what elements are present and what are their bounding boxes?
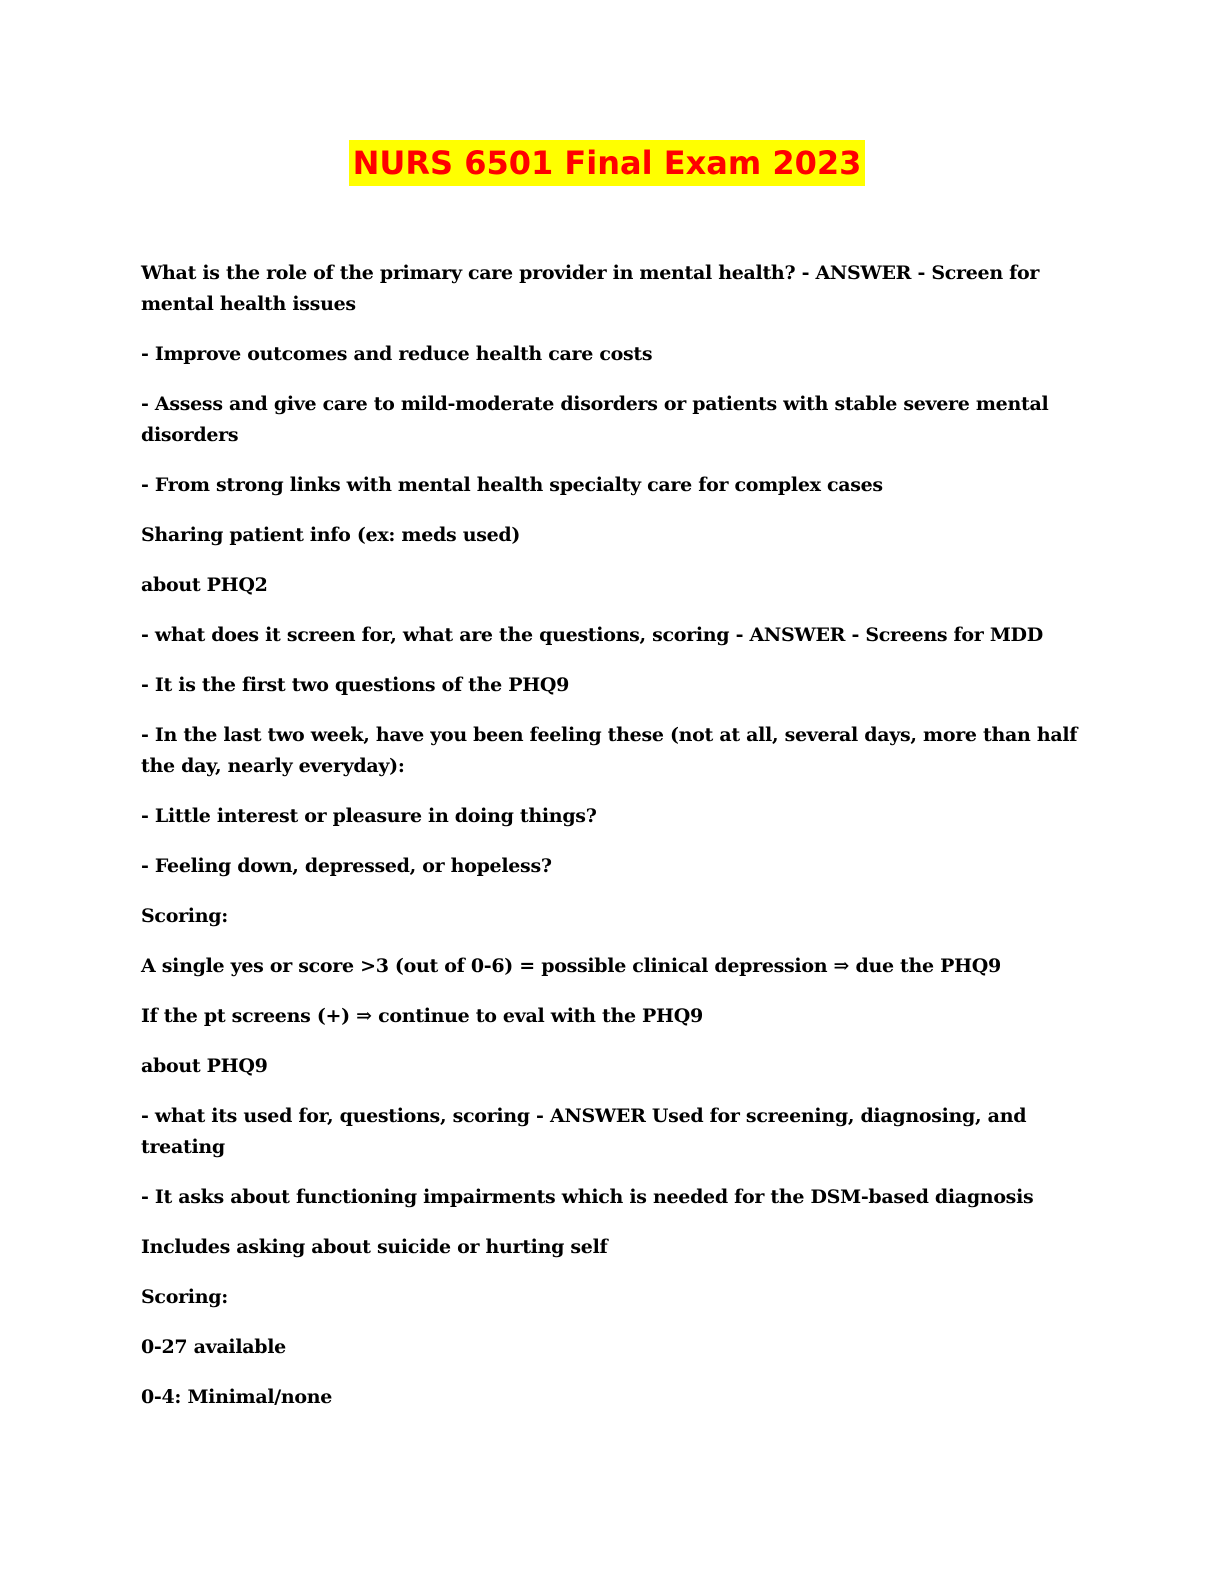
paragraph: Scoring:	[141, 905, 228, 927]
paragraph: - It asks about functioning impairments which is needed for the DSM-based diagnosis	[141, 1186, 1034, 1208]
paragraph: - Assess and give care to mild-moderate disorders or patients with stable severe mental disorders	[141, 393, 1049, 446]
title-container	[0, 140, 1224, 186]
paragraph: - what does it screen for, what are the questions, scoring - ANSWER - Screens for MDD	[141, 624, 1043, 646]
paragraph: 0-4: Minimal/none	[141, 1386, 333, 1408]
paragraph: about PHQ9	[141, 1055, 268, 1077]
paragraph: - Feeling down, depressed, or hopeless?	[141, 855, 552, 877]
paragraph: about PHQ2	[141, 574, 268, 596]
paragraph: - It is the first two questions of the PHQ9	[141, 674, 570, 696]
paragraph: - In the last two week, have you been feeling these (not at all, several days, more than half the day, nearly everyday):	[141, 724, 1078, 777]
document-body	[141, 258, 1081, 1432]
paragraph: 0-27 available	[141, 1336, 286, 1358]
paragraph: Scoring:	[141, 1286, 228, 1308]
paragraph: - From strong links with mental health specialty care for complex cases	[141, 474, 883, 496]
paragraph: - Little interest or pleasure in doing things?	[141, 805, 597, 827]
paragraph: A single yes or score >3 (out of 0-6) = possible clinical depression ⇒ due the PHQ9	[141, 955, 1001, 977]
paragraph: Sharing patient info (ex: meds used)	[141, 524, 521, 546]
paragraph: - what its used for, questions, scoring - ANSWER Used for screening, diagnosing, and treating	[141, 1105, 1027, 1158]
paragraph: If the pt screens (+) ⇒ continue to eval with the PHQ9	[141, 1005, 703, 1027]
paragraph: Includes asking about suicide or hurting self	[141, 1236, 608, 1258]
document-title: NURS 6501 Final Exam 2023	[349, 140, 866, 186]
paragraph: What is the role of the primary care provider in mental health? - ANSWER - Screen for mental health issues	[141, 262, 1040, 315]
paragraph: - Improve outcomes and reduce health care costs	[141, 343, 653, 365]
